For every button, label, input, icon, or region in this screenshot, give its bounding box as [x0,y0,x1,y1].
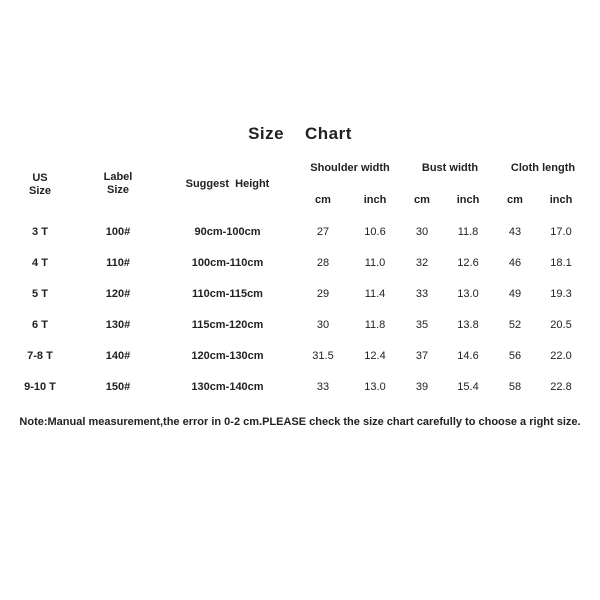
row-2-bust-cm: 32 [415,257,429,269]
row-6-us-size: 9-10 T [24,381,56,393]
row-1-cloth-cm: 43 [508,226,522,238]
row-6-bust-inch: 15.4 [457,381,479,393]
row-2-bust-inch: 12.6 [457,257,479,269]
row-6-label-size: 150# [105,381,131,393]
unit-shoulder-cm: cm [315,194,331,206]
row-4-us-size: 6 T [32,319,48,331]
row-4-bust-cm: 35 [415,319,429,331]
measurement-note: Note:Manual measurement,the error in 0-2 cm.PLEASE check the size chart carefully to choose a right size. [19,416,581,428]
row-3-cloth-cm: 49 [508,288,522,300]
header-us-size [20,172,60,198]
unit-bust-cm: cm [414,194,430,206]
row-1-bust-cm: 30 [415,226,429,238]
header-us-size-line1: US [32,172,48,184]
row-3-shoulder-cm: 29 [316,288,330,300]
unit-bust-inch: inch [456,194,480,206]
row-4-bust-inch: 13.8 [457,319,479,331]
row-1-bust-inch: 11.8 [457,226,479,238]
row-2-cloth-inch: 18.1 [550,257,572,269]
row-1-suggest-height: 90cm-100cm [194,226,261,238]
row-3-bust-cm: 33 [415,288,429,300]
row-1-shoulder-cm: 27 [316,226,330,238]
row-3-shoulder-inch: 11.4 [364,288,386,300]
row-3-bust-inch: 13.0 [457,288,479,300]
row-5-suggest-height: 120cm-130cm [191,350,264,362]
header-cloth-length: Cloth length [510,162,576,174]
row-2-label-size: 110# [106,257,130,269]
row-3-cloth-inch: 19.3 [550,288,572,300]
header-label-size-line2: Size [106,184,129,196]
unit-cloth-cm: cm [507,194,523,206]
unit-cloth-inch: inch [549,194,573,206]
row-5-shoulder-cm: 31.5 [312,350,334,362]
row-1-cloth-inch: 17.0 [550,226,572,238]
row-5-shoulder-inch: 12.4 [364,350,386,362]
row-4-suggest-height: 115cm-120cm [191,319,264,331]
row-4-cloth-cm: 52 [508,319,522,331]
row-5-bust-inch: 14.6 [457,350,479,362]
row-4-shoulder-cm: 30 [316,319,330,331]
row-6-cloth-inch: 22.8 [550,381,572,393]
row-2-shoulder-cm: 28 [316,257,330,269]
row-1-label-size: 100# [105,226,131,238]
unit-shoulder-inch: inch [363,194,387,206]
row-5-cloth-inch: 22.0 [550,350,572,362]
header-bust-width: Bust width [421,162,479,174]
row-2-us-size: 4 T [32,257,48,269]
chart-title: Size Chart [248,124,352,143]
row-2-suggest-height: 100cm-110cm [191,257,264,269]
row-1-shoulder-inch: 10.6 [364,226,386,238]
row-6-cloth-cm: 58 [508,381,522,393]
row-3-us-size: 5 T [32,288,48,300]
header-label-size-line1: Label [103,171,133,183]
row-3-suggest-height: 110cm-115cm [192,288,263,300]
row-3-label-size: 120# [105,288,131,300]
row-4-label-size: 130# [105,319,131,331]
row-2-shoulder-inch: 11.0 [364,257,386,269]
header-shoulder-width: Shoulder width [310,162,390,174]
header-us-size-line2: Size [28,185,51,197]
row-6-suggest-height: 130cm-140cm [191,381,264,393]
row-1-us-size: 3 T [32,226,48,238]
row-4-shoulder-inch: 11.8 [364,319,386,331]
header-label-size [96,171,140,197]
row-5-us-size: 7-8 T [27,350,53,362]
row-5-bust-cm: 37 [415,350,429,362]
row-6-shoulder-cm: 33 [316,381,330,393]
row-4-cloth-inch: 20.5 [550,319,572,331]
header-suggest-height: Suggest Height [185,178,270,190]
row-6-shoulder-inch: 13.0 [364,381,386,393]
row-2-cloth-cm: 46 [508,257,522,269]
row-6-bust-cm: 39 [415,381,429,393]
row-5-label-size: 140# [105,350,131,362]
row-5-cloth-cm: 56 [508,350,522,362]
